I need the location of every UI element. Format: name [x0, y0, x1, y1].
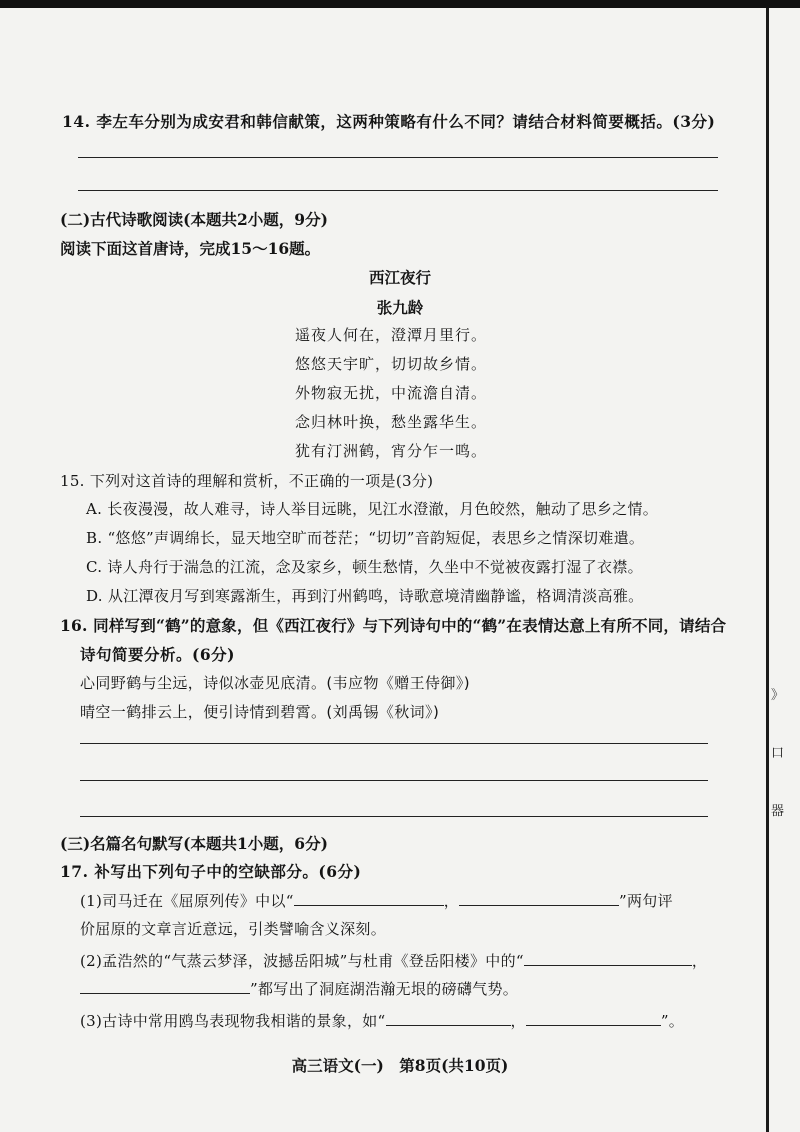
section-intro: 阅读下面这首唐诗，完成15～16题。	[60, 239, 321, 258]
poem-line: 念归林叶换，愁坐露华生。	[295, 413, 488, 431]
fill-blank[interactable]	[526, 1011, 661, 1026]
poem-line: 遥夜人何在，澄潭月里行。	[295, 326, 488, 344]
q17-3-text: (3)古诗中常用鸥鸟表现物我相谐的景象，如“	[80, 1012, 386, 1030]
page-footer: 高三语文(一) 第8页(共10页)	[291, 1056, 509, 1075]
edge-mark: 口	[771, 746, 785, 761]
section-heading: (三)名篇名句默写(本题共1小题，6分)	[60, 834, 328, 853]
edge-mark: 》	[771, 688, 785, 703]
option-a[interactable]: A. 长夜漫漫，故人难寻，诗人举目远眺，见江水澄澈，月色皎然，触动了思乡之情。	[86, 500, 659, 518]
q17-item-1-cont: 价屈原的文章言近意远，引类譬喻含义深刻。	[80, 920, 387, 938]
question-16: 16. 同样写到“鹤”的意象，但《西江夜行》与下列诗句中的“鹤”在表情达意上有所不同，请结合	[60, 616, 727, 635]
fill-blank[interactable]	[459, 891, 619, 906]
q17-item-2-cont	[80, 978, 518, 999]
fill-blank[interactable]	[294, 891, 444, 906]
poem-author: 张九龄	[376, 298, 424, 317]
option-d[interactable]: D. 从江潭夜月写到寒露渐生，再到汀州鹤鸣，诗歌意境清幽静谧，格调清淡高雅。	[86, 587, 644, 605]
question-14: 14. 李左车分别为成安君和韩信献策，这两种策略有什么不同？请结合材料简要概括。(3分)	[62, 112, 716, 131]
option-c[interactable]: C. 诗人舟行于湍急的江流，念及家乡，顿生愁情，久坐中不觉被夜露打湿了衣襟。	[86, 558, 643, 576]
poem-title: 西江夜行	[368, 268, 431, 287]
answer-line[interactable]	[80, 743, 708, 744]
q17-2-text: (2)孟浩然的“气蒸云梦泽，波撼岳阳城”与杜甫《登岳阳楼》中的“	[80, 952, 524, 970]
answer-line[interactable]	[80, 816, 708, 817]
option-b[interactable]: B. “悠悠”声调绵长，显天地空旷而苍茫；“切切”音韵短促，表思乡之情深切难遣。	[86, 529, 645, 547]
quote: 晴空一鹤排云上，便引诗情到碧霄。(刘禹锡《秋词》)	[80, 703, 440, 721]
poem-line: 外物寂无扰，中流澹自清。	[295, 384, 488, 402]
q17-3-sep: ，	[510, 1012, 526, 1030]
answer-line[interactable]	[80, 780, 708, 781]
section-heading: (二)古代诗歌阅读(本题共2小题，9分)	[60, 210, 328, 229]
q17-item-2	[80, 950, 707, 971]
fill-blank[interactable]	[386, 1011, 511, 1026]
q17-1-end: ”两句评	[619, 892, 673, 910]
top-scan-edge	[0, 0, 800, 8]
q17-3-end: ”。	[660, 1012, 685, 1030]
q17-1-sep: ，	[443, 892, 460, 910]
quote: 心同野鹤与尘远，诗似冰壶见底清。(韦应物《赠王侍御》)	[80, 674, 471, 692]
q17-item-3	[80, 1010, 684, 1031]
fill-blank[interactable]	[524, 951, 692, 966]
poem-line: 犹有汀洲鹤，宵分乍一鸣。	[295, 442, 488, 460]
q17-1-text: (1)司马迁在《屈原列传》中以“	[80, 892, 294, 910]
question-16-cont: 诗句简要分析。(6分)	[80, 645, 235, 664]
fill-blank[interactable]	[80, 979, 250, 994]
answer-line[interactable]	[78, 157, 718, 158]
edge-mark: 器	[771, 804, 785, 819]
binding-line	[766, 8, 769, 1132]
q17-2-sep: ，	[691, 952, 708, 970]
question-15: 15. 下列对这首诗的理解和赏析，不正确的一项是(3分)	[60, 472, 434, 490]
question-17: 17. 补写出下列句子中的空缺部分。(6分)	[60, 862, 362, 881]
q17-2-end: ”都写出了洞庭湖浩瀚无垠的磅礴气势。	[250, 980, 519, 998]
poem-line: 悠悠天宇旷，切切故乡情。	[295, 355, 488, 373]
q17-item-1	[80, 890, 673, 911]
answer-line[interactable]	[78, 190, 718, 191]
